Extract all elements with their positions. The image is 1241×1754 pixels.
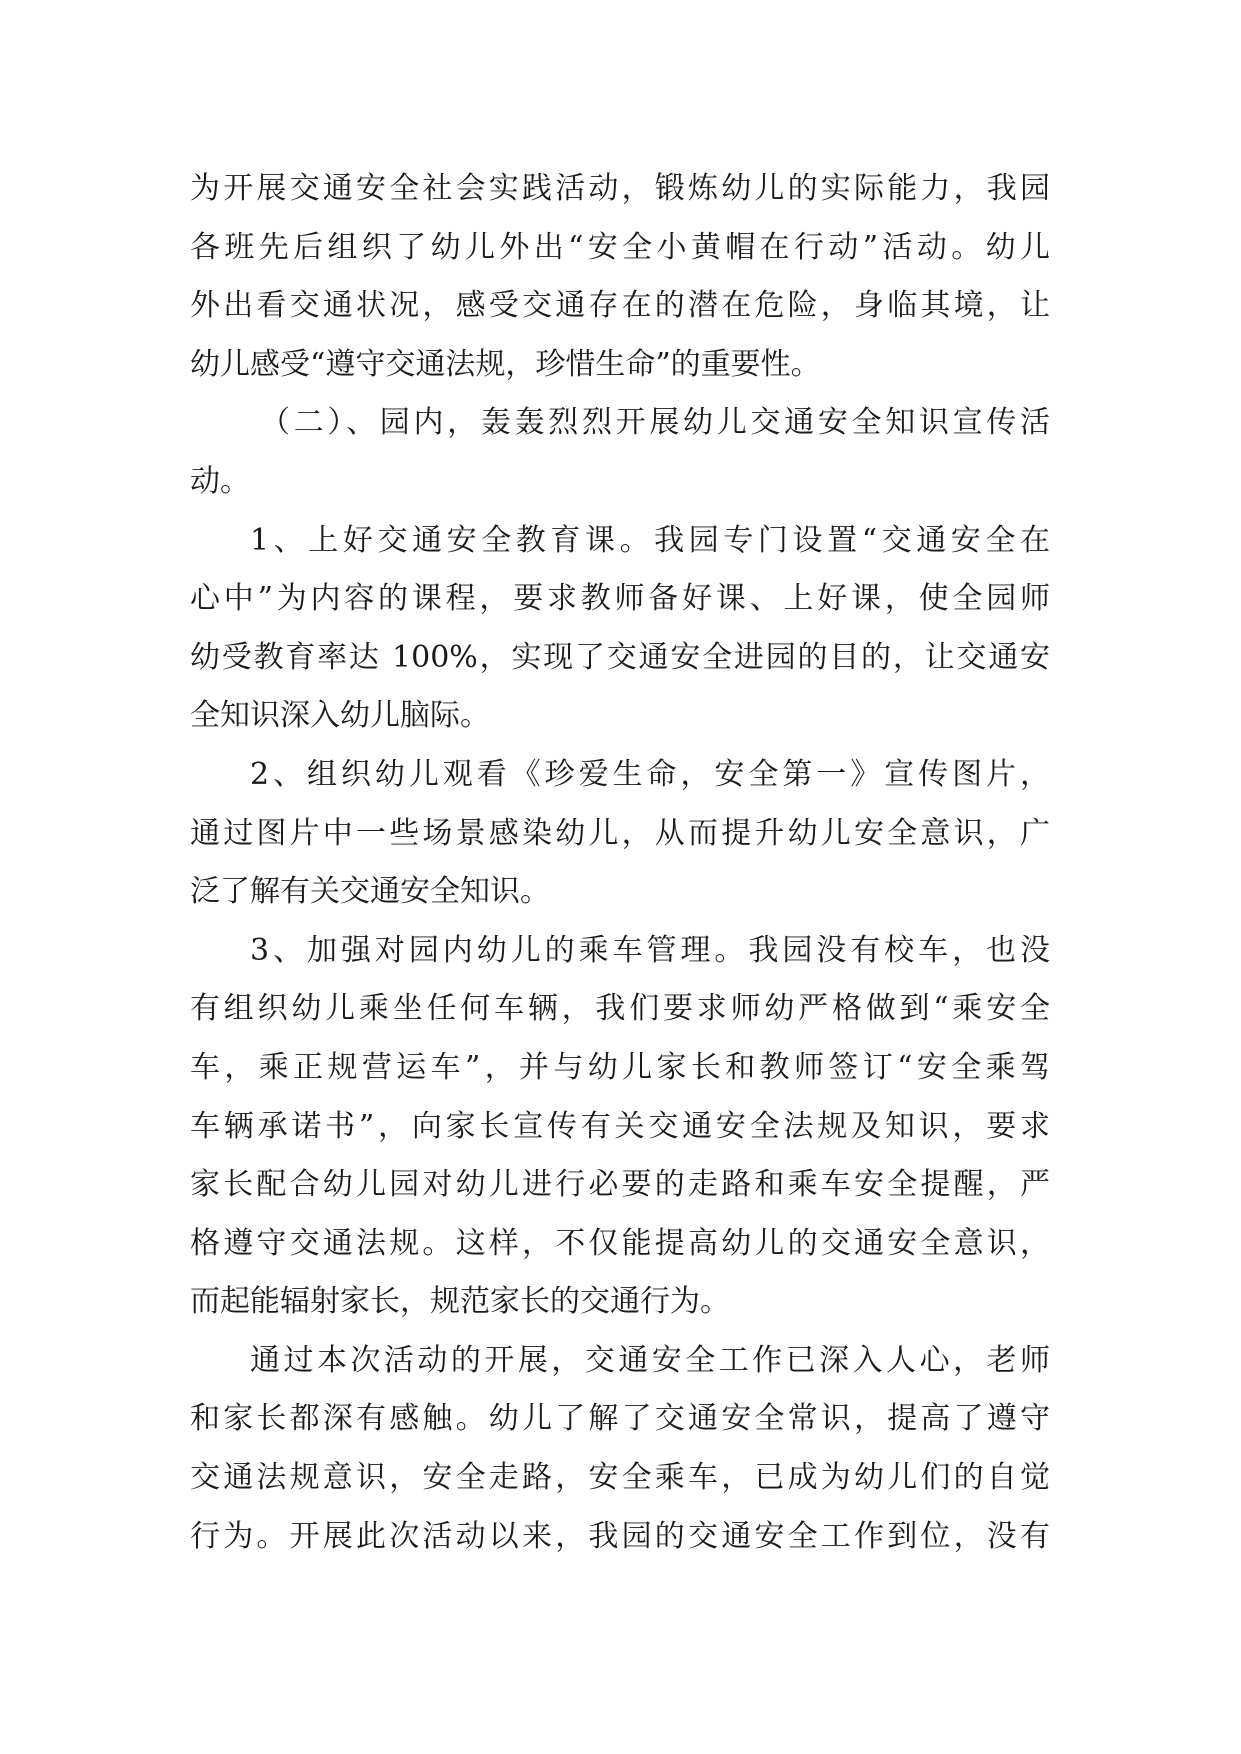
text-line: 而起能辐射家长，规范家长的交通行为。 — [190, 1284, 730, 1320]
text-line: 格遵守交通法规。这样，不仅能提高幼儿的交通安全意识， — [190, 1225, 1050, 1261]
text-line: 3、加强对园内幼儿的乘车管理。我园没有校车，也没 — [250, 932, 1050, 968]
text-line: 通过图片中一些场景感染幼儿，从而提升幼儿安全意识，广 — [190, 815, 1050, 851]
text-line: 泛了解有关交通安全知识。 — [190, 874, 550, 910]
text-line: 2、组织幼儿观看《珍爱生命，安全第一》宣传图片， — [250, 756, 1050, 792]
section-heading-line: （二）、园内，轰轰烈烈开展幼儿交通安全知识宣传活 — [260, 405, 1050, 441]
body-text — [190, 160, 1050, 1566]
text-line: 心中”为内容的课程，要求教师备好课、上好课，使全园师 — [190, 581, 1050, 617]
text-line: 交通法规意识，安全走路，安全乘车，已成为幼儿们的自觉 — [190, 1460, 1050, 1496]
text-line: 全知识深入幼儿脑际。 — [190, 698, 490, 734]
text-line: 外出看交通状况，感受交通存在的潜在危险，身临其境，让 — [190, 288, 1050, 324]
text-line: 1、上好交通安全教育课。我园专门设置“交通安全在 — [250, 522, 1050, 558]
text-line: 各班先后组织了幼儿外出“安全小黄帽在行动”活动。幼儿 — [190, 229, 1050, 265]
text-line: 家长配合幼儿园对幼儿进行必要的走路和乘车安全提醒，严 — [190, 1167, 1050, 1203]
text-line: 行为。开展此次活动以来，我园的交通安全工作到位，没有 — [190, 1518, 1050, 1554]
text-line: 幼儿感受“遵守交通法规，珍惜生命”的重要性。 — [190, 346, 821, 382]
text-line: 为开展交通安全社会实践活动，锻炼幼儿的实际能力，我园 — [190, 171, 1050, 206]
text-line: 和家长都深有感触。幼儿了解了交通安全常识，提高了遵守 — [190, 1401, 1050, 1437]
text-line: 车辆承诺书”，向家长宣传有关交通安全法规及知识，要求 — [190, 1108, 1050, 1144]
text-line: 幼受教育率达 100%，实现了交通安全进园的目的，让交通安 — [190, 639, 1050, 675]
section-heading-line: 动。 — [190, 463, 250, 499]
text-line: 有组织幼儿乘坐任何车辆，我们要求师幼严格做到“乘安全 — [190, 991, 1050, 1027]
text-line: 车，乘正规营运车”，并与幼儿家长和教师签订“安全乘驾 — [190, 1049, 1050, 1085]
text-line: 通过本次活动的开展，交通安全工作已深入人心，老师 — [250, 1342, 1050, 1378]
